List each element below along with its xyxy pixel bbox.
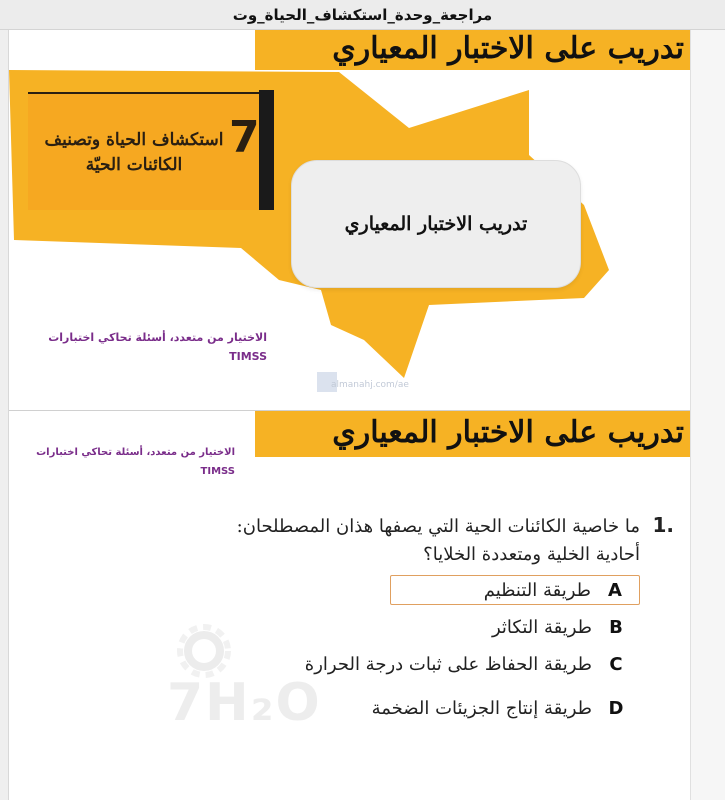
faded-logo: 7H₂O — [167, 673, 322, 733]
note-line-1: الاختيار من متعدد، أسئلة تحاكي اختبارات — [48, 331, 267, 344]
window-title: مراجعة_وحدة_استكشاف_الحياة_وت — [232, 5, 493, 24]
unit-title: استكشاف الحياة وتصنيف الكائنات الحيّة — [44, 130, 224, 175]
option-b[interactable] — [492, 612, 640, 642]
option-a[interactable] — [390, 575, 640, 605]
note-line-1: الاختيار من متعدد، أسئلة تحاكي اختبارات — [36, 447, 235, 458]
page-left-edge — [0, 30, 9, 800]
question-text: ما خاصية الكائنات الحية التي يصفها هذان المصطلحان: أحادية الخلية ومتعددة الخلايا؟ — [236, 516, 640, 565]
option-c[interactable] — [305, 649, 640, 679]
option-letter: B — [609, 616, 623, 638]
callout-box — [291, 160, 581, 288]
slide-2 — [9, 410, 690, 800]
scroll-gutter[interactable] — [690, 30, 725, 800]
option-d[interactable] — [372, 693, 640, 723]
option-text: طريقة التنظيم — [483, 579, 591, 601]
option-letter: C — [609, 653, 623, 675]
gear-icon — [174, 621, 234, 681]
watermark — [309, 370, 419, 410]
question-number: 1. — [652, 513, 674, 537]
option-text: طريقة إنتاج الجزيئات الضخمة — [371, 697, 592, 719]
slide-1-banner: تدريب على الاختبار المعياري — [255, 30, 690, 70]
watermark-url: almanahj.com/ae — [331, 380, 409, 390]
note-line-2: TIMSS — [229, 350, 267, 363]
slide-1 — [9, 30, 690, 410]
option-letter: A — [608, 579, 622, 601]
option-text: طريقة الحفاظ على ثبات درجة الحرارة — [304, 653, 592, 675]
window-title-bar — [0, 0, 725, 30]
option-letter: D — [608, 697, 624, 719]
slide-1-note — [37, 328, 267, 366]
option-text: طريقة التكاثر — [491, 616, 592, 638]
callout-text: تدريب الاختبار المعياري — [344, 213, 528, 235]
unit-number: 7 — [229, 112, 260, 163]
slide-2-banner: تدريب على الاختبار المعياري — [255, 411, 690, 457]
slide-2-note — [35, 443, 235, 481]
note-line-2: TIMSS — [200, 466, 235, 477]
unit-card-bar — [259, 90, 274, 210]
